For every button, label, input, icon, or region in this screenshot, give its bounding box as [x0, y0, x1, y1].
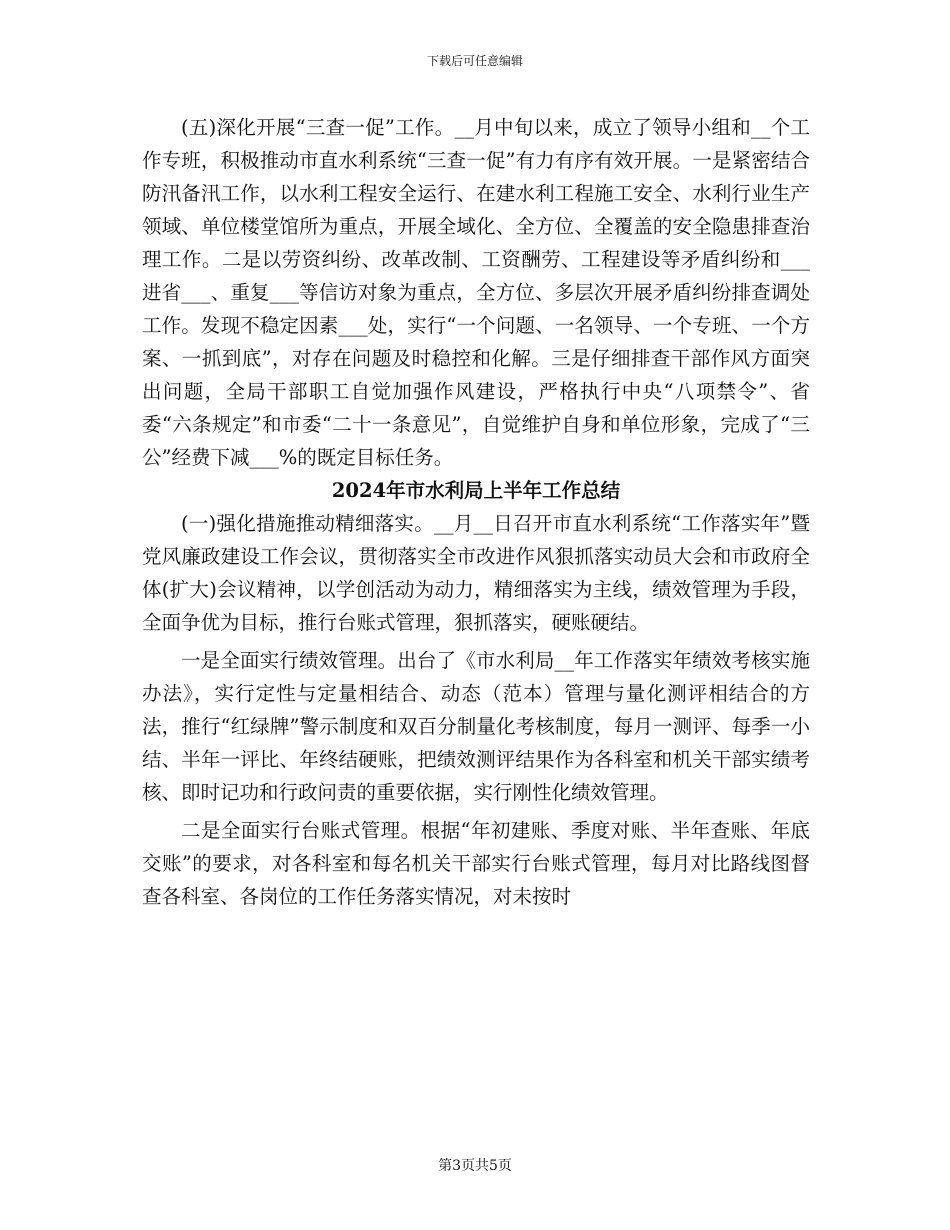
document-body — [142, 111, 810, 913]
page-header: 下载后可任意编辑 — [426, 54, 523, 68]
paragraph-performance-management: 一是全面实行绩效管理。出台了《市水利局__年工作落实年绩效考核实施办法》，实行定性与定量相结合、动态（范本）管理与量化测评相结合的方法，推行“红绿牌”警示制度和双百分制量化考核制度，每月一测评、每季一小结、半年一评比、年终结硬账，把绩效测评结果作为各科室和机关干部实绩考核、即时记功和行政问责的重要依据，实行刚性化绩效管理。 — [142, 649, 810, 804]
document-title: 2024年市水利局上半年工作总结 — [331, 479, 621, 502]
paragraph-ledger-management: 二是全面实行台账式管理。根据“年初建账、季度对账、半年查账、年底交账”的要求，对各科室和每名机关干部实行台账式管理，每月对比路线图督查各科室、各岗位的工作任务落实情况，对未按时 — [142, 819, 810, 908]
paragraph-deepen-three-checks: (五)深化开展“三查一促”工作。__月中旬以来，成立了领导小组和__个工作专班，积极推动市直水利系统“三查一促”有力有序有效开展。一是紧密结合防汛备汛工作，以水利工程安全运行、在建水利工程施工安全、水利行业生产领域、单位楼堂馆所为重点，开展全域化、全方位、全覆盖的安全隐患排查治理工作。二是以劳资纠纷、改革改制、工资酬劳、工程建设等矛盾纠纷和___进省___、重复___等信访对象为重点，全方位、多层次开展矛盾纠纷排查调处工作。发现不稳定因素___处，实行“一个问题、一名领导、一个专班、一个方案、一抓到底”，对存在问题及时稳控和化解。三是仔细排查干部作风方面突出问题，全局干部职工自觉加强作风建设，严格执行中央“八项禁令”、省委“六条规定”和市委“二十一条意见”，自觉维护自身和单位形象，完成了“三公”经费下减___%的既定目标任务。 — [142, 116, 810, 469]
page-number: 第3页共5页 — [438, 1158, 512, 1174]
paragraph-strengthen-measures: (一)强化措施推动精细落实。__月__日召开市直水利系统“工作落实年”暨党风廉政建设工作会议，贯彻落实全市改进作风狠抓落实动员大会和市政府全体(扩大)会议精神，以学创活动为动力，精细落实为主线，绩效管理为手段，全面争优为目标，推行台账式管理，狠抓落实，硬账硬结。 — [142, 512, 810, 634]
